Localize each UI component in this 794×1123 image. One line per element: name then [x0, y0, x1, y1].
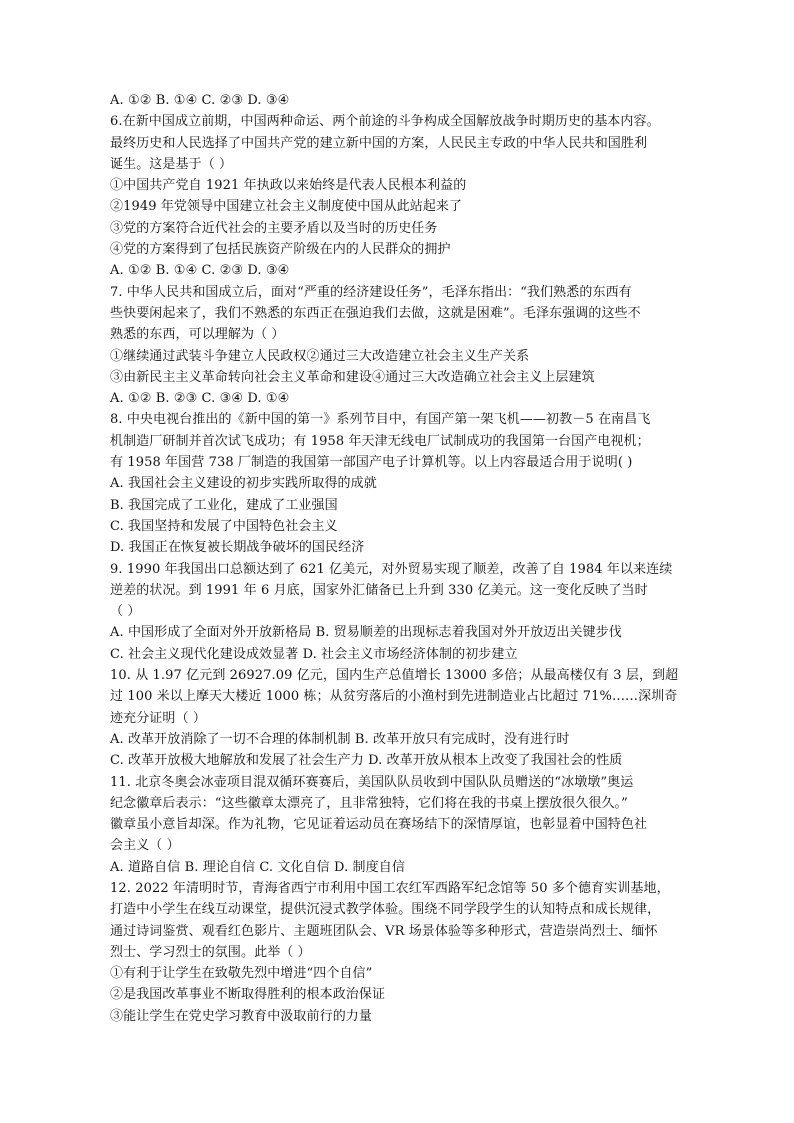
text-line: 逆差的状况。到 1991 年 6 月底，国家外汇储备已上升到 330 亿美元。这一变化反映了当时	[110, 582, 648, 598]
question-block	[110, 772, 690, 878]
text-line: 会主义（ ）	[110, 838, 180, 854]
text-line: A. ①② B. ①④ C. ②③ D. ③④	[110, 93, 290, 108]
question-block	[110, 111, 690, 281]
text-line: A. ①② B. ①④ C. ②③ D. ③④	[110, 263, 290, 279]
question-block	[110, 559, 690, 665]
question-block	[110, 878, 690, 1027]
text-line: A. 改革开放消除了一切不合理的体制机制 B. 改革开放只有完成时，没有进行时	[110, 731, 570, 747]
text-line: ③由新民主主义革命转向社会主义革命和建设④通过三大改造确立社会主义上层建筑	[110, 369, 595, 385]
text-line: 8. 中央电视台推出的《新中国的第一》系列节目中，有国产第一架飞机——初教－5 在南昌飞	[110, 412, 651, 428]
text-line: 徽章虽小意旨却深。作为礼物，它见证着运动员在赛场结下的深情厚谊，也彰显着中国特色社	[110, 817, 648, 833]
text-line: ③能让学生在党史学习教育中汲取前行的力量	[110, 1008, 373, 1024]
text-line: 6.在新中国成立前期，中国两种命运、两个前途的斗争构成全国解放战争时期历史的基本内容。	[110, 114, 660, 130]
text-line: 机制造厂研制并首次试飞成功；有 1958 年天津无线电厂试制成功的我国第一台国产电视机；	[110, 433, 650, 449]
text-line: ①有利于让学生在致敬先烈中增进“四个自信”	[110, 966, 373, 982]
text-line: ③党的方案符合近代社会的主要矛盾以及当时的历史任务	[110, 220, 438, 236]
text-line: B. 我国完成了工业化，建成了工业强国	[110, 497, 338, 513]
text-line: D. 我国正在恢复被长期战争破坏的国民经济	[110, 540, 365, 556]
question-block	[110, 665, 690, 771]
question-block	[110, 409, 690, 558]
text-line: 些快要闲起来了，我们不熟悉的东西正在强迫我们去做，这就是困难”。毛泽东强调的这些不	[110, 305, 641, 321]
question-block	[110, 90, 690, 111]
text-line: 纪念徽章后表示：“这些徽章太漂亮了，且非常独特，它们将在我的书桌上摆放很久很久。”	[110, 795, 628, 811]
text-line: （ ）	[110, 604, 141, 620]
text-line: A. 道路自信 B. 理论自信 C. 文化自信 D. 制度自信	[110, 859, 405, 875]
text-line: 过 100 米以上摩天大楼近 1000 栋；从贫穷落后的小渔村到先进制造业占比超过 71%……深圳奇	[110, 689, 678, 705]
text-line: 12. 2022 年清明时节，青海省西宁市利用中国工农红军西路军纪念馆等 50 多个德育实训基地，	[110, 880, 670, 896]
text-line: 打造中小学生在线互动课堂，提供沉浸式教学体验。围绕不同学段学生的认知特点和成长规律，	[110, 902, 661, 918]
question-list	[110, 90, 690, 1027]
text-line: 7. 中华人民共和国成立后，面对“严重的经济建设任务”，毛泽东指出：“我们熟悉的东西有	[110, 284, 632, 300]
text-line: C. 社会主义现代化建设成效显著 D. 社会主义市场经济体制的初步建立	[110, 646, 518, 662]
text-line: 熟悉的东西，可以理解为（ ）	[110, 327, 285, 343]
text-line: ②1949 年党领导中国建立社会主义制度使中国从此站起来了	[110, 199, 463, 215]
text-line: C. 改革开放极大地解放和发展了社会生产力 D. 改革开放从根本上改变了我国社会的性质	[110, 753, 623, 769]
text-line: A. ①② B. ②③ C. ③④ D. ①④	[110, 391, 290, 407]
text-line: 最终历史和人民选择了中国共产党的建立新中国的方案，人民民主专政的中华人民共和国胜利	[110, 135, 648, 151]
text-line: 9. 1990 年我国出口总额达到了 621 亿美元，对外贸易实现了顺差，改善了自 1984 年以来连续	[110, 561, 673, 577]
text-line: ④党的方案得到了包括民族资产阶级在内的人民群众的拥护	[110, 242, 451, 258]
text-line: C. 我国坚持和发展了中国特色社会主义	[110, 518, 338, 534]
text-line: A. 我国社会主义建设的初步实践所取得的成就	[110, 476, 377, 492]
text-line: 迹充分证明（ ）	[110, 710, 206, 726]
text-line: 诞生。这是基于（ ）	[110, 156, 233, 172]
text-line: ②是我国改革事业不断取得胜利的根本政治保证	[110, 987, 386, 1003]
text-line: ①继续通过武装斗争建立人民政权②通过三大改造建立社会主义生产关系	[110, 348, 530, 364]
question-block	[110, 282, 690, 410]
text-line: ①中国共产党自 1921 年执政以来始终是代表人民根本利益的	[110, 178, 467, 194]
text-line: 11. 北京冬奥会冰壶项目混双循环赛赛后，美国队队员收到中国队队员赠送的“冰墩墩”奥运	[110, 774, 634, 790]
text-line: 通过诗词鉴赏、观看红色影片、主题班团队会、VR 场景体验等多种形式，营造崇尚烈士、缅怀	[110, 923, 658, 939]
text-line: A. 中国形成了全面对外开放新格局 B. 贸易顺差的出现标志着我国对外开放迈出关键步伐	[110, 625, 622, 641]
text-line: 10. 从 1.97 亿元到 26927.09 亿元，国内生产总值增长 13000 多倍；从最高楼仅有 3 层，到超	[110, 668, 679, 684]
text-line: 有 1958 年国营 738 厂制造的我国第一部国产电子计算机等。以上内容最适合用于说明( )	[110, 455, 633, 471]
text-line: 烈士、学习烈士的氛围。此举（ ）	[110, 944, 311, 960]
